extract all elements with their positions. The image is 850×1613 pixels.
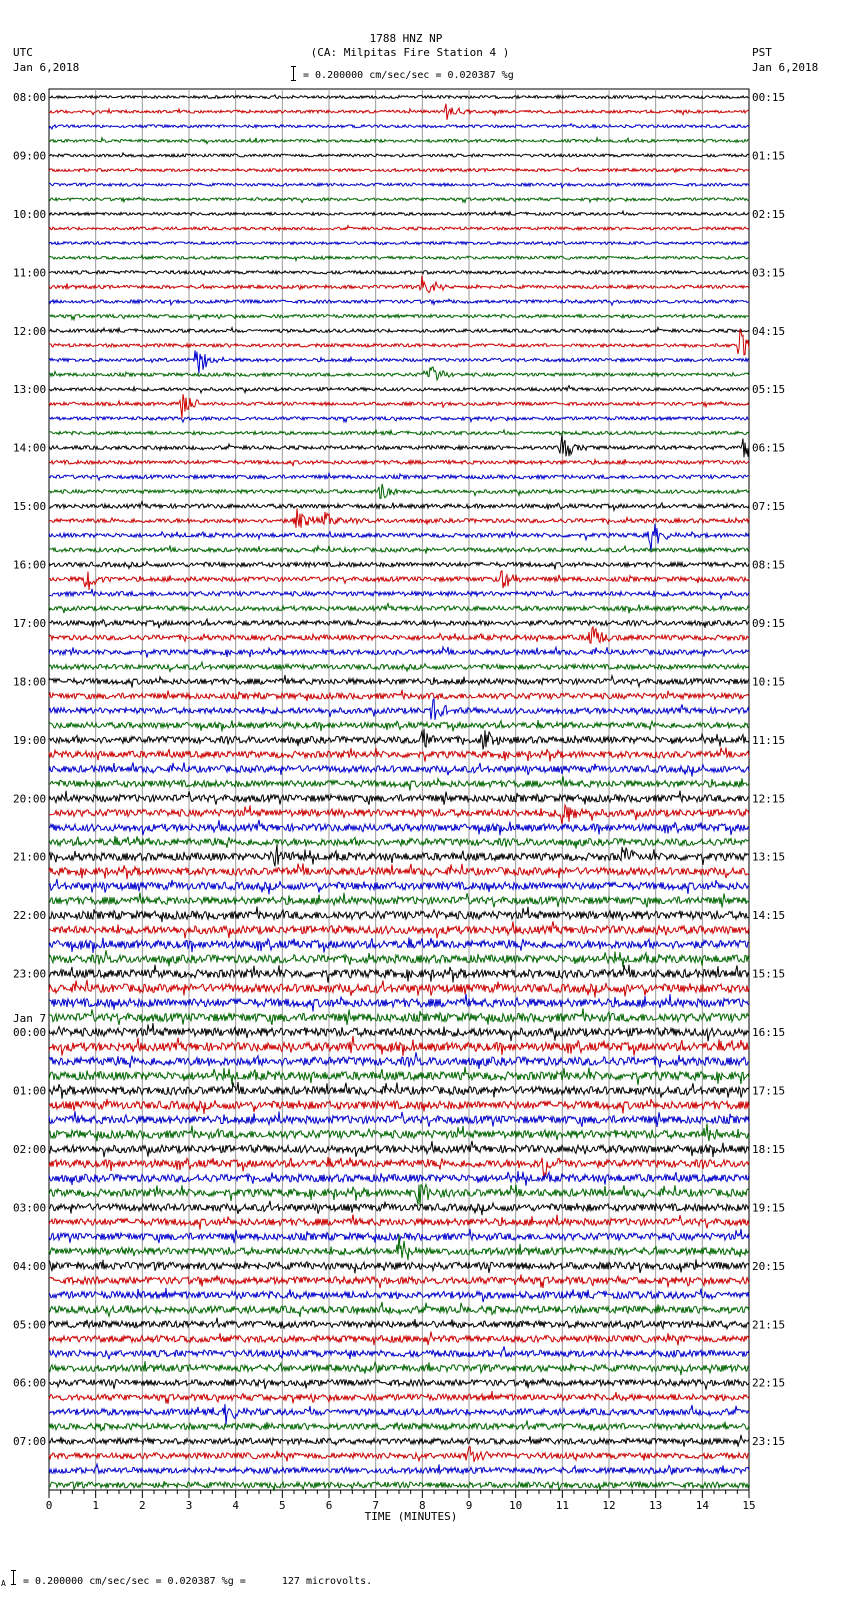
left-timezone: UTC: [13, 46, 33, 59]
trace-17: [49, 329, 749, 355]
trace-88: [49, 1378, 749, 1389]
trace-46: [49, 762, 749, 776]
x-tick-label: 0: [45, 1499, 53, 1512]
left-hour-label: 11:00: [13, 266, 47, 280]
left-hour-label: 09:00: [13, 149, 47, 163]
x-tick-label: 6: [325, 1499, 333, 1512]
trace-16: [49, 328, 749, 334]
right-hour-label: 11:15: [752, 733, 786, 747]
right-hour-label: 23:15: [752, 1435, 786, 1449]
station-title: 1788 HNZ NP: [369, 32, 443, 45]
trace-56: [49, 907, 749, 923]
trace-82: [49, 1288, 749, 1302]
trace-21: [49, 394, 749, 418]
trace-57: [49, 921, 749, 938]
left-hour-label: 18:00: [13, 675, 47, 689]
trace-38: [49, 647, 749, 658]
left-hour-label: 14:00: [13, 441, 47, 455]
trace-31: [49, 546, 749, 554]
trace-35: [49, 603, 749, 613]
trace-54: [49, 879, 749, 894]
trace-75: [49, 1185, 749, 1207]
left-hour-label: 21:00: [13, 850, 47, 864]
right-hour-label: 12:15: [752, 792, 786, 806]
left-hour-label: 13:00: [13, 383, 47, 397]
left-hour-label: 00:00: [13, 1026, 47, 1040]
left-hour-label: 16:00: [13, 558, 47, 572]
trace-9: [49, 226, 749, 231]
trace-22: [49, 417, 749, 423]
trace-59: [49, 950, 749, 967]
trace-45: [49, 747, 749, 761]
right-hour-label: 22:15: [752, 1376, 786, 1390]
trace-32: [49, 562, 749, 570]
trace-76: [49, 1201, 749, 1215]
trace-81: [49, 1274, 749, 1288]
trace-40: [49, 675, 749, 688]
trace-15: [49, 314, 749, 320]
trace-3: [49, 138, 749, 144]
left-hour-label: 03:00: [13, 1201, 47, 1215]
right-hour-label: 09:15: [752, 616, 786, 630]
right-hour-label: 00:15: [752, 91, 786, 104]
trace-52: [49, 845, 749, 867]
left-hour-label: 08:00: [13, 91, 47, 104]
right-timezone: PST: [752, 46, 772, 59]
trace-36: [49, 619, 749, 628]
trace-26: [49, 473, 749, 480]
trace-29: [49, 508, 749, 528]
trace-34: [49, 589, 749, 599]
trace-27: [49, 484, 749, 499]
left-hour-label: 02:00: [13, 1142, 47, 1156]
left-hour-label: 23:00: [13, 967, 47, 981]
left-date: Jan 6,2018: [13, 61, 80, 74]
trace-7: [49, 197, 749, 202]
x-tick-label: 9: [465, 1499, 473, 1512]
left-hour-label: 15:00: [13, 500, 47, 514]
trace-23: [49, 430, 749, 435]
left-hour-label: 07:00: [13, 1435, 47, 1449]
trace-5: [49, 168, 749, 172]
trace-19: [49, 367, 749, 380]
trace-89: [49, 1391, 749, 1404]
trace-1: [49, 104, 749, 120]
right-hour-label: 13:15: [752, 850, 786, 864]
trace-85: [49, 1332, 749, 1346]
trace-70: [49, 1111, 749, 1127]
right-hour-label: 01:15: [752, 149, 786, 163]
x-tick-label: 1: [92, 1499, 99, 1512]
date-change-label: Jan 7: [13, 1012, 47, 1026]
trace-28: [49, 502, 749, 511]
right-hour-label: 16:15: [752, 1026, 786, 1040]
left-hour-label: 04:00: [13, 1259, 47, 1273]
trace-51: [49, 836, 749, 849]
right-hour-label: 02:15: [752, 207, 786, 221]
trace-67: [49, 1067, 749, 1085]
x-axis-label: TIME (MINUTES): [364, 1510, 458, 1523]
trace-50: [49, 820, 749, 835]
left-hour-label: 12:00: [13, 324, 47, 338]
right-hour-label: 05:15: [752, 383, 786, 397]
footer-scale-prefix: A: [1, 1579, 6, 1588]
trace-91: [49, 1420, 749, 1431]
trace-48: [49, 791, 749, 805]
trace-66: [49, 1052, 749, 1069]
x-tick-label: 15: [742, 1499, 756, 1512]
location-title: (CA: Milpitas Fire Station 4 ): [310, 46, 510, 59]
trace-80: [49, 1259, 749, 1273]
trace-4: [49, 153, 749, 157]
trace-10: [49, 242, 749, 246]
trace-13: [49, 276, 749, 293]
trace-2: [49, 124, 749, 130]
left-hour-label: 20:00: [13, 792, 47, 806]
x-tick-label: 3: [185, 1499, 193, 1512]
x-tick-label: 4: [232, 1499, 239, 1512]
trace-44: [49, 729, 749, 750]
trace-11: [49, 255, 749, 260]
trace-61: [49, 980, 749, 998]
trace-65: [49, 1036, 749, 1056]
left-hour-label: 06:00: [13, 1376, 47, 1390]
trace-63: [49, 1008, 749, 1025]
header-scale-text: = 0.200000 cm/sec/sec = 0.020387 %g: [303, 70, 514, 81]
trace-30: [49, 524, 749, 551]
right-hour-label: 06:15: [752, 441, 786, 455]
footer-scale-text: = 0.200000 cm/sec/sec = 0.020387 %g = 127 microvolts.: [23, 1576, 373, 1587]
trace-55: [49, 893, 749, 908]
right-hour-label: 20:15: [752, 1259, 786, 1273]
trace-24: [49, 434, 749, 457]
trace-71: [49, 1124, 749, 1142]
trace-18: [49, 350, 749, 373]
trace-39: [49, 662, 749, 671]
footer-scale-bar: [13, 1570, 14, 1585]
x-tick-label: 10: [509, 1499, 523, 1512]
trace-33: [49, 571, 749, 590]
trace-72: [49, 1141, 749, 1157]
left-hour-label: 05:00: [13, 1318, 47, 1332]
x-tick-label: 7: [372, 1499, 379, 1512]
trace-0: [49, 95, 749, 100]
trace-42: [49, 699, 749, 720]
right-hour-label: 17:15: [752, 1084, 786, 1098]
right-hour-label: 19:15: [752, 1201, 786, 1215]
trace-92: [49, 1435, 749, 1447]
x-tick-label: 11: [555, 1499, 569, 1512]
trace-86: [49, 1346, 749, 1359]
right-hour-label: 10:15: [752, 675, 786, 689]
trace-58: [49, 937, 749, 953]
left-hour-label: 22:00: [13, 909, 47, 923]
trace-83: [49, 1302, 749, 1317]
right-hour-label: 03:15: [752, 266, 786, 280]
trace-49: [49, 805, 749, 824]
x-tick-label: 5: [279, 1499, 286, 1512]
trace-53: [49, 863, 749, 879]
x-tick-label: 12: [602, 1499, 616, 1512]
right-hour-label: 18:15: [752, 1142, 786, 1156]
trace-62: [49, 994, 749, 1012]
trace-69: [49, 1099, 749, 1114]
x-tick-label: 8: [419, 1499, 426, 1512]
trace-77: [49, 1214, 749, 1229]
trace-47: [49, 777, 749, 791]
left-hour-label: 01:00: [13, 1084, 47, 1098]
trace-6: [49, 183, 749, 187]
left-hour-label: 17:00: [13, 616, 47, 630]
trace-87: [49, 1361, 749, 1375]
x-tick-label: 2: [139, 1499, 146, 1512]
trace-8: [49, 211, 749, 215]
trace-43: [49, 720, 749, 732]
trace-84: [49, 1318, 749, 1329]
x-tick-label: 14: [695, 1499, 709, 1512]
trace-20: [49, 386, 749, 393]
trace-37: [49, 627, 749, 643]
right-hour-label: 08:15: [752, 558, 786, 572]
trace-90: [49, 1404, 749, 1425]
trace-41: [49, 690, 749, 701]
trace-14: [49, 299, 749, 305]
left-hour-label: 19:00: [13, 733, 47, 747]
x-tick-label: 13: [649, 1499, 663, 1512]
trace-68: [49, 1082, 749, 1099]
right-hour-label: 15:15: [752, 967, 786, 981]
right-date: Jan 6,2018: [752, 61, 819, 74]
right-hour-label: 21:15: [752, 1318, 786, 1332]
trace-12: [49, 271, 749, 275]
right-hour-label: 07:15: [752, 500, 786, 514]
trace-60: [49, 965, 749, 983]
trace-64: [49, 1023, 749, 1041]
trace-93: [49, 1447, 749, 1462]
trace-94: [49, 1464, 749, 1475]
right-hour-label: 14:15: [752, 909, 786, 923]
trace-74: [49, 1171, 749, 1186]
right-hour-label: 04:15: [752, 324, 786, 338]
trace-25: [49, 459, 749, 466]
left-hour-label: 10:00: [13, 207, 47, 221]
